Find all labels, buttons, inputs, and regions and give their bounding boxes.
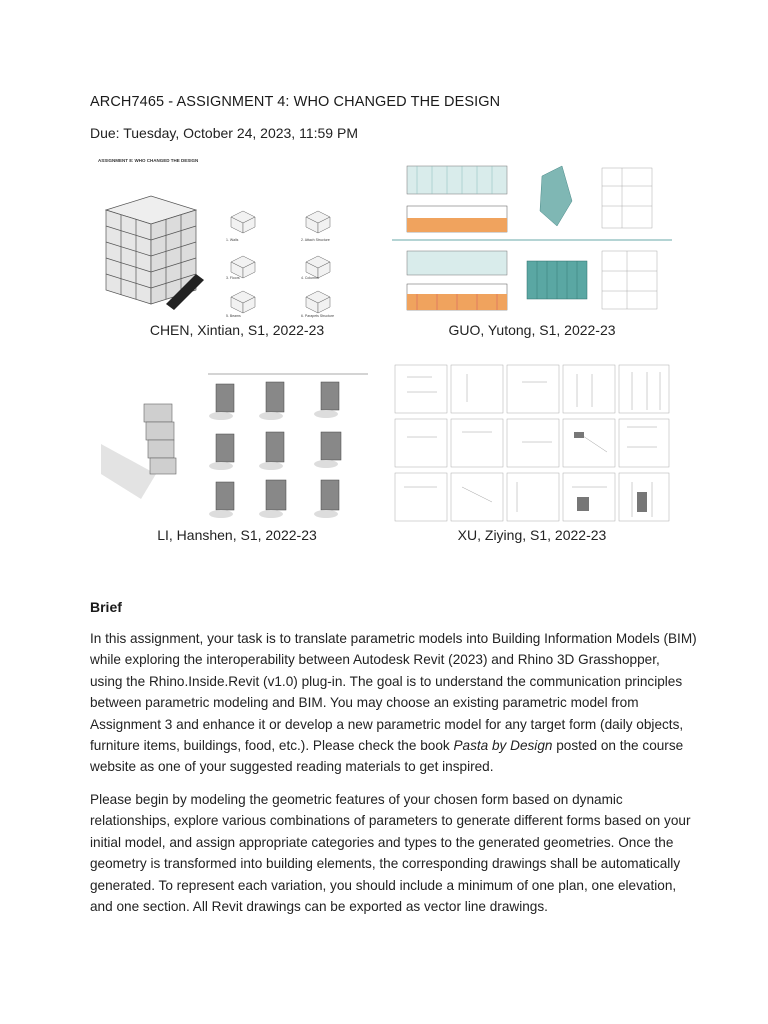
- brief-paragraph-2: [90, 789, 690, 917]
- chen-label-6: 6. Parapets Structure: [301, 314, 335, 318]
- brief-p1-line-end: posted on the course: [552, 738, 684, 754]
- caption-chen: CHEN, Xintian, S1, 2022-23: [149, 322, 325, 338]
- caption-guo: GUO, Yutong, S1, 2022-23: [448, 322, 616, 338]
- gallery-image-chen: [96, 154, 378, 320]
- brief-p2-line: initial model, and assign appropriate categories and types to the generated geometries. Once the: [90, 834, 674, 850]
- gallery-image-xu: [392, 362, 672, 526]
- brief-p1-line-start: furniture items, buildings, food, etc.). Please check the book: [90, 738, 454, 754]
- brief-p2-line: relationships, explore various combinations of parameters to generate different forms based on your: [90, 813, 691, 829]
- gallery-image-li: [96, 364, 378, 528]
- brief-p1-line: between parametric modeling and BIM. You may choose an existing parametric model from: [90, 695, 639, 711]
- book-title: Pasta by Design: [453, 738, 553, 754]
- chen-label-1: 1. Walls: [226, 238, 239, 242]
- chen-inner-title: ASSIGNMENT 8: WHO CHANGED THE DESIGN: [98, 158, 199, 163]
- assignment-title: ARCH7465 - ASSIGNMENT 4: WHO CHANGED THE DESIGN: [90, 94, 501, 110]
- gallery-image-guo: [392, 156, 672, 318]
- brief-p2-line: geometry is transformed into building elements, the corresponding drawings shall be automatically: [90, 856, 681, 872]
- brief-heading: Brief: [90, 599, 122, 615]
- brief-p1-line: In this assignment, your task is to translate parametric models into Building Information Models (BIM): [90, 631, 697, 646]
- chen-label-2: 2. Attach Structure: [301, 238, 330, 242]
- caption-li: LI, Hanshen, S1, 2022-23: [157, 527, 317, 543]
- caption-xu: XU, Ziying, S1, 2022-23: [457, 527, 607, 543]
- brief-p1-line: website as one of your suggested reading materials to get inspired.: [90, 759, 494, 775]
- brief-p2-line: Please begin by modeling the geometric features of your chosen form based on dynamic: [90, 792, 623, 807]
- brief-p1-line: using the Rhino.Inside.Revit (v1.0) plug-in. The goal is to understand the communication principles: [90, 673, 683, 689]
- chen-label-3: 3. Floors: [226, 276, 240, 280]
- brief-p2-line: generated. To represent each variation, you should include a minimum of one plan, one elevation,: [90, 877, 677, 893]
- brief-p1-line-book: [90, 735, 690, 756]
- due-date: Due: Tuesday, October 24, 2023, 11:59 PM: [90, 125, 358, 141]
- brief-p1-line: while exploring the interoperability between Autodesk Revit (2023) and Rhino 3D Grasshopper,: [90, 652, 660, 668]
- chen-label-5: 5. Beams: [226, 314, 241, 318]
- brief-p1-line: Assignment 3 and enhance it or develop a new parametric model for any target form (daily objects,: [90, 716, 684, 732]
- brief-p2-line: and one section. All Revit drawings can be exported as vector line drawings.: [90, 899, 548, 915]
- brief-paragraph-1: [90, 628, 697, 778]
- chen-label-4: 4. Columns: [301, 276, 319, 280]
